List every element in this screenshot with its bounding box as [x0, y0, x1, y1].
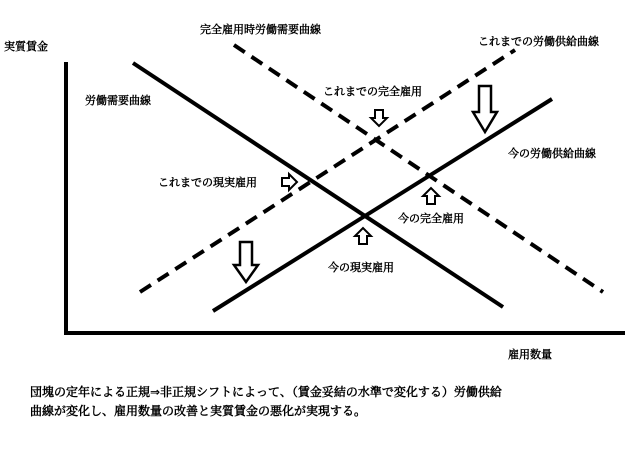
caption-line-1: 団塊の定年による正規⇒非正規シフトによって、（賃金妥結の水準で変化する）労働供給	[30, 385, 502, 399]
current-actual-employment-label: 今の現実雇用	[328, 261, 394, 274]
current-supply-label: 今の労働供給曲線	[508, 147, 596, 160]
previous-full-employment-arrow	[371, 110, 387, 126]
current-full-employment-arrow	[423, 188, 439, 204]
x-axis-label: 雇用数量	[508, 348, 552, 361]
current-full-employment-label: 今の完全雇用	[398, 212, 464, 225]
labor-demand-label: 労働需要曲線	[85, 94, 151, 107]
previous-supply-label: これまでの労働供給曲線	[478, 35, 599, 48]
caption-line-2: 曲線が変化し、雇用数量の改善と実質賃金の悪化が実現する。	[30, 404, 367, 418]
current-actual-employment-arrow	[355, 228, 371, 244]
supply-shift-arrow-down-left	[234, 242, 258, 282]
full-employment-demand-label: 完全雇用時労働需要曲線	[200, 23, 321, 36]
y-axis-label: 実質賃金	[4, 40, 48, 53]
explanation-caption	[30, 383, 630, 421]
previous-full-employment-label: これまでの完全雇用	[323, 85, 422, 98]
previous-actual-employment-label: これまでの現実雇用	[158, 176, 257, 189]
supply-shift-arrow-down-right	[473, 86, 497, 132]
current-labor-supply-curve	[213, 99, 552, 311]
previous-actual-employment-arrow	[282, 174, 297, 190]
